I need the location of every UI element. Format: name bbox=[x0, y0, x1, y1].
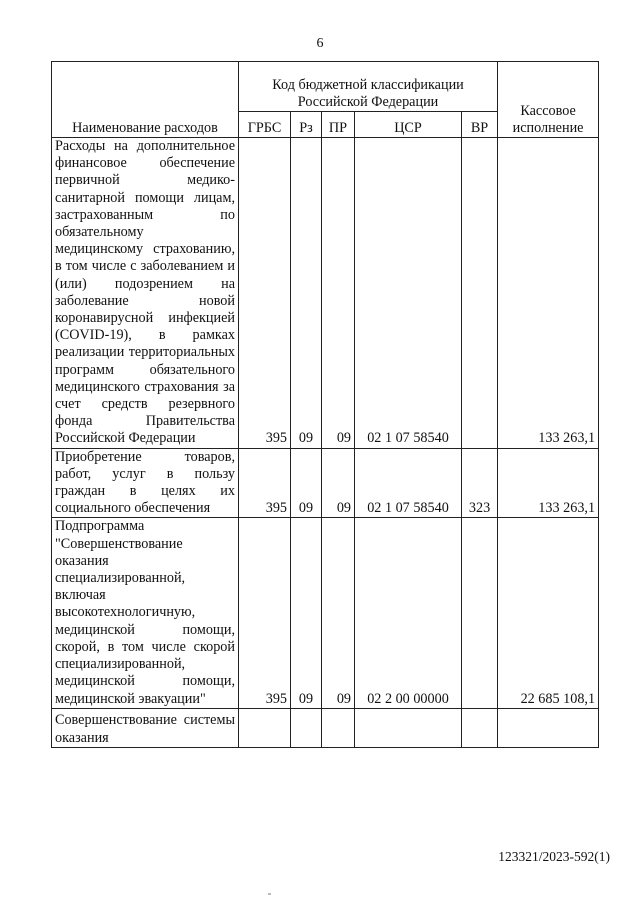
row-vr bbox=[462, 138, 498, 449]
row-rz: 09 bbox=[291, 448, 322, 518]
row-name: Совершенствование системы оказания bbox=[52, 708, 239, 747]
page-number: 6 bbox=[316, 36, 324, 51]
table-row bbox=[52, 708, 599, 747]
row-csr: 02 1 07 58540 bbox=[355, 138, 462, 449]
row-name: Подпрограмма "Совершенствование оказания специализированной, включая высокотехнологичную, медицинской помощи, скорой, в том числе скорой специализированной, медицинской помощи, медицинской эвакуации" bbox=[52, 518, 239, 708]
row-grbs: 395 bbox=[239, 518, 291, 708]
row-rz: 09 bbox=[291, 138, 322, 449]
row-amount: 22 685 108,1 bbox=[498, 518, 599, 708]
row-grbs: 395 bbox=[239, 448, 291, 518]
table-row bbox=[52, 138, 599, 449]
row-name: Расходы на дополнительное финансовое обеспечение первичной медико-санитарной помощи лицам, застрахованным по обязательному медицинскому страхованию, в том числе с заболеванием и (или) подозрением на заболевание новой коронавирусной инфекцией (COVID-19), в рамках реализации территориальных программ обязательного медицинского страхования за счет средств резервного фонда Правительства Российской Федерации bbox=[52, 138, 239, 449]
row-pr: 09 bbox=[322, 518, 355, 708]
header-rz: Рз bbox=[291, 111, 322, 137]
row-amount: 133 263,1 bbox=[498, 138, 599, 449]
header-budget-code: Код бюджетной классификации Российской Федерации bbox=[239, 62, 498, 112]
header-vr: ВР bbox=[462, 111, 498, 137]
row-name: Приобретение товаров, работ, услуг в пользу граждан в целях их социального обеспечения bbox=[52, 448, 239, 518]
row-rz: 09 bbox=[291, 518, 322, 708]
row-amount bbox=[498, 708, 599, 747]
scan-speck bbox=[268, 893, 271, 895]
row-vr: 323 bbox=[462, 448, 498, 518]
row-csr: 02 2 00 00000 bbox=[355, 518, 462, 708]
row-pr: 09 bbox=[322, 138, 355, 449]
header-cash-execution: Кассовое исполнение bbox=[498, 62, 599, 138]
table-row bbox=[52, 518, 599, 708]
header-csr: ЦСР bbox=[355, 111, 462, 137]
budget-execution-table bbox=[51, 61, 599, 748]
header-grbs: ГРБС bbox=[239, 111, 291, 137]
header-pr: ПР bbox=[322, 111, 355, 137]
row-vr bbox=[462, 518, 498, 708]
row-csr: 02 1 07 58540 bbox=[355, 448, 462, 518]
row-vr bbox=[462, 708, 498, 747]
row-rz bbox=[291, 708, 322, 747]
header-expense-name: Наименование расходов bbox=[52, 62, 239, 138]
row-csr bbox=[355, 708, 462, 747]
row-amount: 133 263,1 bbox=[498, 448, 599, 518]
row-grbs bbox=[239, 708, 291, 747]
row-grbs: 395 bbox=[239, 138, 291, 449]
table-row bbox=[52, 448, 599, 518]
row-pr bbox=[322, 708, 355, 747]
document-registration-code: 123321/2023-592(1) bbox=[498, 849, 610, 864]
row-pr: 09 bbox=[322, 448, 355, 518]
